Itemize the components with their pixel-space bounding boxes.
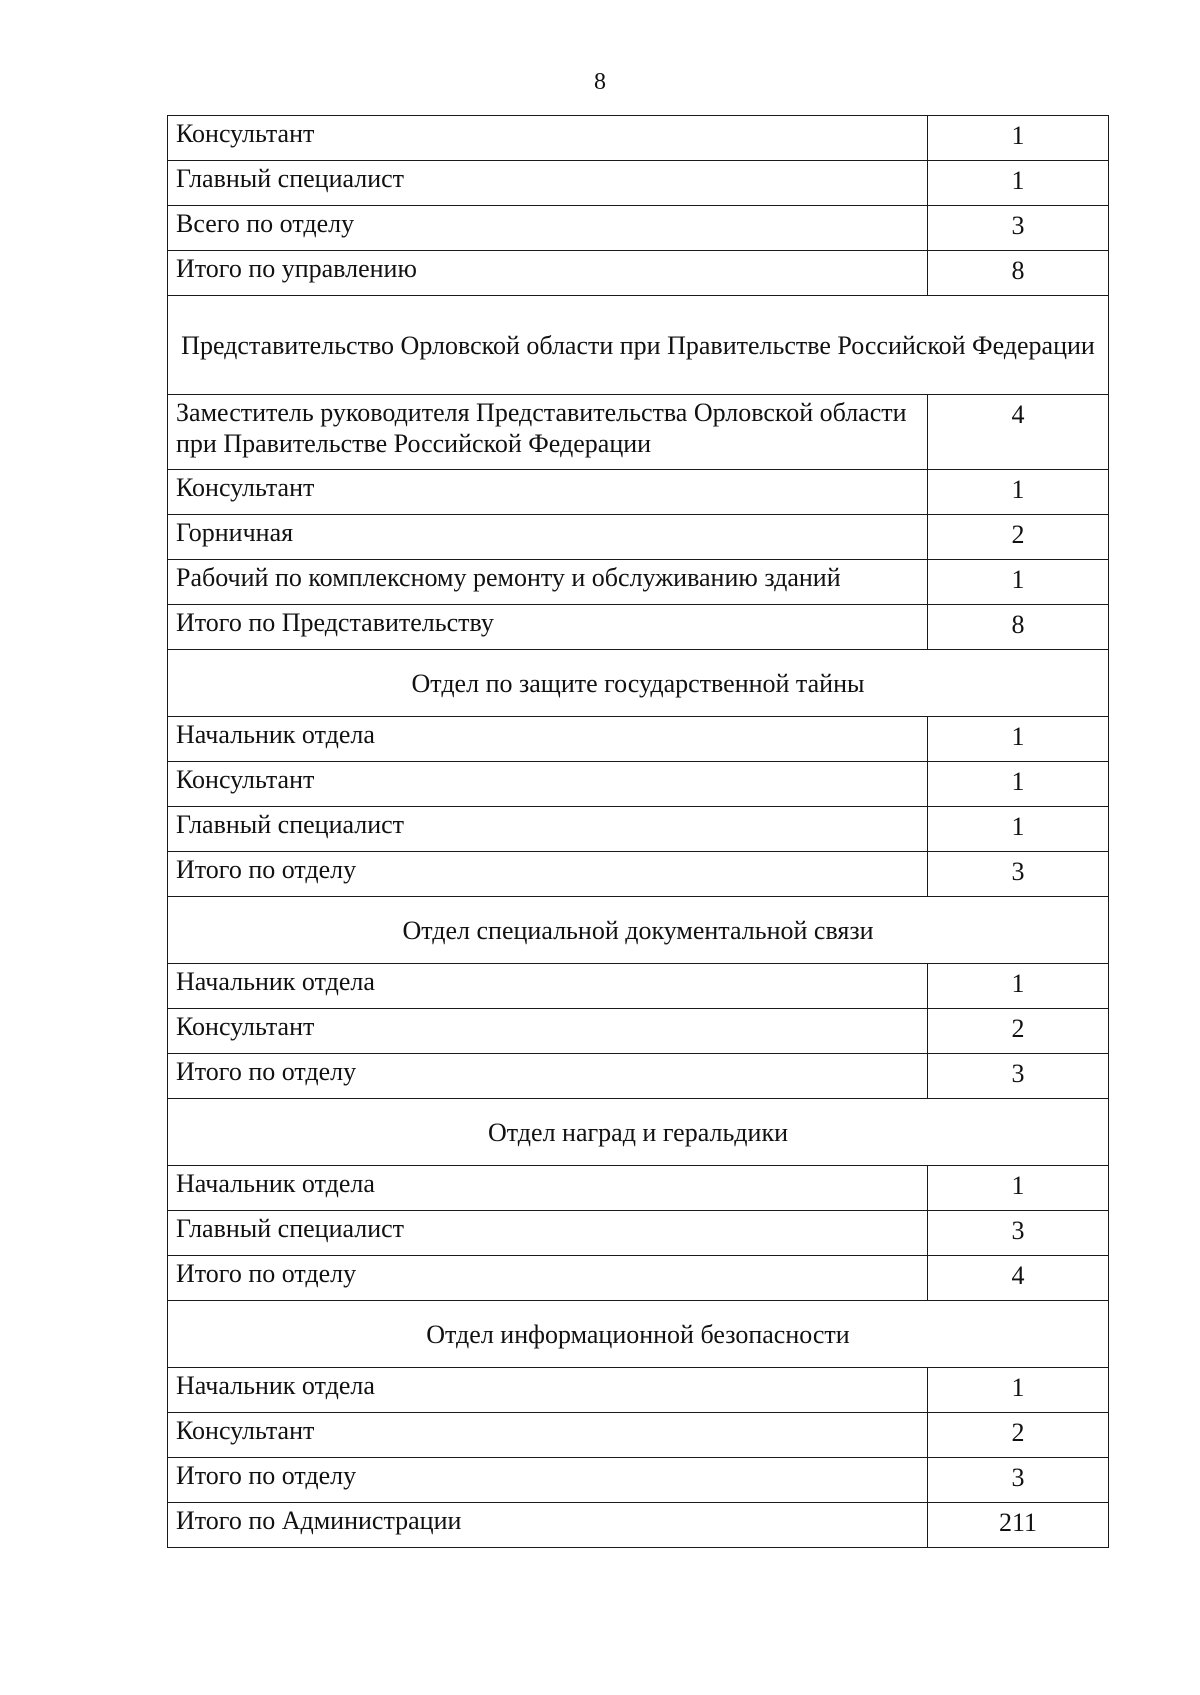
table-row [168,1211,1109,1256]
grand-total-row [168,1503,1109,1548]
section-title: Отдел информационной безопасности [168,1301,1109,1368]
position-count: 1 [928,161,1109,206]
position-name: Начальник отдела [168,717,928,762]
position-count: 1 [928,116,1109,161]
position-count: 3 [928,1211,1109,1256]
total-row [168,1054,1109,1099]
position-name: Консультант [168,470,928,515]
total-row [168,852,1109,897]
total-count: 8 [928,605,1109,650]
position-name: Начальник отдела [168,964,928,1009]
subtotal-label: Всего по отделу [168,206,928,251]
position-name: Главный специалист [168,807,928,852]
position-count: 1 [928,470,1109,515]
position-name: Начальник отдела [168,1166,928,1211]
position-name: Главный специалист [168,1211,928,1256]
position-count: 1 [928,762,1109,807]
table-row [168,470,1109,515]
table-row [168,807,1109,852]
section-title: Отдел по защите государственной тайны [168,650,1109,717]
total-label: Итого по управлению [168,251,928,296]
position-count: 2 [928,1009,1109,1054]
position-count: 2 [928,1413,1109,1458]
total-count: 3 [928,1054,1109,1099]
section-header-row [168,1301,1109,1368]
position-count: 1 [928,1166,1109,1211]
position-count: 1 [928,717,1109,762]
staffing-table [167,115,1109,1548]
table-row [168,515,1109,560]
position-name: Консультант [168,762,928,807]
section-title: Представительство Орловской области при Правительстве Российской Федерации [168,296,1109,395]
section-header-row [168,1099,1109,1166]
section-header-row [168,897,1109,964]
table-row [168,762,1109,807]
page-number: 8 [594,69,606,95]
table-row [168,717,1109,762]
table-row [168,964,1109,1009]
table-row [168,1009,1109,1054]
table-row [168,1166,1109,1211]
total-row [168,1458,1109,1503]
section-header-row [168,296,1109,395]
table-row [168,560,1109,605]
subtotal-count: 3 [928,206,1109,251]
table-row [168,116,1109,161]
position-name: Начальник отдела [168,1368,928,1413]
position-name: Консультант [168,1009,928,1054]
section-header-row [168,650,1109,717]
position-name: Консультант [168,1413,928,1458]
subtotal-row [168,206,1109,251]
position-name: Консультант [168,116,928,161]
table-row [168,395,1109,470]
total-row [168,251,1109,296]
total-label: Итого по отделу [168,1054,928,1099]
total-row [168,1256,1109,1301]
total-label: Итого по отделу [168,1256,928,1301]
position-count: 2 [928,515,1109,560]
total-count: 8 [928,251,1109,296]
position-count: 1 [928,964,1109,1009]
grand-total-count: 211 [928,1503,1109,1548]
total-label: Итого по Представительству [168,605,928,650]
position-name: Горничная [168,515,928,560]
table-row [168,1413,1109,1458]
position-count: 1 [928,560,1109,605]
section-title: Отдел специальной документальной связи [168,897,1109,964]
total-row [168,605,1109,650]
table-row [168,1368,1109,1413]
total-count: 3 [928,852,1109,897]
position-name: Заместитель руководителя Представительства Орловской области при Правительстве Российской Федерации [168,395,928,470]
grand-total-label: Итого по Администрации [168,1503,928,1548]
total-label: Итого по отделу [168,852,928,897]
table-row [168,161,1109,206]
total-label: Итого по отделу [168,1458,928,1503]
total-count: 4 [928,1256,1109,1301]
position-count: 4 [928,395,1109,470]
total-count: 3 [928,1458,1109,1503]
position-count: 1 [928,1368,1109,1413]
position-name: Рабочий по комплексному ремонту и обслуживанию зданий [168,560,928,605]
position-name: Главный специалист [168,161,928,206]
position-count: 1 [928,807,1109,852]
section-title: Отдел наград и геральдики [168,1099,1109,1166]
